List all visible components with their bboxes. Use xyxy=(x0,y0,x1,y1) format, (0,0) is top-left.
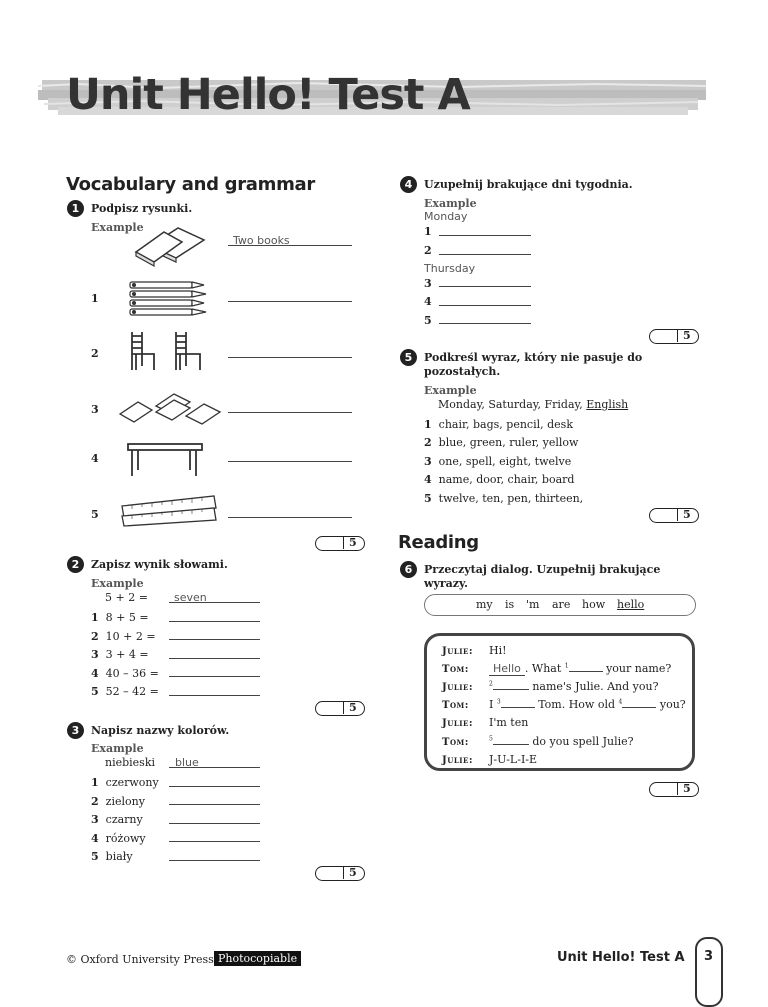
item-number: 1 xyxy=(91,611,99,624)
example-answer: Hello xyxy=(489,662,525,676)
dialog-text: Tom. How old xyxy=(538,698,616,711)
item-number: 5 xyxy=(424,314,432,327)
word-box-item: is xyxy=(505,598,515,611)
page-title: Unit Hello! Test A xyxy=(66,70,470,120)
speaker-tom: Tom: xyxy=(442,700,469,711)
item-number: 2 xyxy=(91,795,99,808)
copyright: © Oxford University Press xyxy=(66,953,214,966)
exercise-instruction: Podpisz rysunki. xyxy=(91,202,193,215)
gap-number: 4 xyxy=(618,698,623,706)
example-answer: English xyxy=(586,398,629,411)
score-box xyxy=(649,508,699,523)
section-heading-vocabulary: Vocabulary and grammar xyxy=(66,174,315,195)
item-number: 1 xyxy=(424,418,432,431)
item-number: 5 xyxy=(91,508,99,521)
colour-word: biały xyxy=(105,850,133,863)
item-number: 2 xyxy=(91,347,99,360)
score-value: 5 xyxy=(683,782,691,795)
gap-number: 2 xyxy=(489,680,493,688)
math-question: 8 + 5 = xyxy=(105,611,149,624)
word-list: one, spell, eight, twelve xyxy=(438,455,572,468)
answer-line xyxy=(439,323,531,324)
math-question: 52 – 42 = xyxy=(105,685,159,698)
word-box-item: how xyxy=(582,598,606,611)
example-answer: blue xyxy=(175,756,199,769)
item-number: 1 xyxy=(424,225,432,238)
item-number: 3 xyxy=(91,813,99,826)
item-number: 2 xyxy=(424,436,432,449)
example-label: Example xyxy=(91,577,144,590)
page-number-tab xyxy=(695,937,723,1007)
word-box-item: my xyxy=(476,598,493,611)
example-words: Monday, Saturday, Friday, xyxy=(438,398,583,411)
item-number: 1 xyxy=(91,776,99,789)
exercise-number: 6 xyxy=(400,561,417,578)
math-question: 10 + 2 = xyxy=(105,630,156,643)
score-value: 5 xyxy=(683,329,691,342)
answer-line xyxy=(228,412,352,413)
answer-line xyxy=(439,305,531,306)
dialog-text: your name? xyxy=(606,662,672,675)
exercise-number: 1 xyxy=(67,200,84,217)
item-number: 3 xyxy=(91,648,99,661)
exercise-instruction: wyrazy. xyxy=(424,577,468,590)
dialog-text: . What xyxy=(524,662,562,675)
word-list: twelve, ten, pen, thirteen, xyxy=(438,492,584,505)
speaker-julie: Julie: xyxy=(442,755,474,766)
item-number: 2 xyxy=(91,630,99,643)
answer-line xyxy=(169,823,260,824)
score-box xyxy=(315,536,365,551)
speaker-julie: Julie: xyxy=(442,682,474,693)
books-illustration xyxy=(130,222,212,268)
footer-unit-title: Unit Hello! Test A xyxy=(557,950,685,965)
exercise-number: 2 xyxy=(67,556,84,573)
dialog-line: J-U-L-I-E xyxy=(489,753,538,766)
speaker-julie: Julie: xyxy=(442,718,474,729)
answer-line xyxy=(228,301,352,302)
dialog-line: I'm ten xyxy=(489,716,529,729)
exercise-instruction: Zapisz wynik słowami. xyxy=(91,558,228,571)
answer-line xyxy=(169,658,260,659)
dialog-line: Hi! xyxy=(489,644,507,657)
photocopiable-badge: Photocopiable xyxy=(214,951,301,966)
item-number: 4 xyxy=(91,667,99,680)
gap-number: 3 xyxy=(496,698,501,706)
section-heading-reading: Reading xyxy=(398,532,479,553)
colour-word: zielony xyxy=(105,795,145,808)
score-box xyxy=(649,782,699,797)
answer-line xyxy=(169,676,260,677)
answer-line xyxy=(169,786,260,787)
word-list: blue, green, ruler, yellow xyxy=(438,436,579,449)
exercise-instruction: Podkreśl wyraz, który nie pasuje do xyxy=(424,351,643,364)
item-number: 3 xyxy=(424,455,432,468)
example-question: 5 + 2 = xyxy=(105,591,148,604)
score-box xyxy=(649,329,699,344)
answer-line xyxy=(228,517,352,518)
answer-line xyxy=(439,235,531,236)
item-number: 1 xyxy=(91,292,99,305)
exercise-instruction: Przeczytaj dialog. Uzupełnij brakujące xyxy=(424,563,661,576)
answer-line xyxy=(439,286,531,287)
math-question: 40 – 36 = xyxy=(105,667,159,680)
word-list: name, door, chair, board xyxy=(438,473,575,486)
speaker-tom: Tom: xyxy=(442,737,469,748)
table-illustration xyxy=(126,442,206,478)
answer-line xyxy=(169,841,260,842)
item-number: 5 xyxy=(424,492,432,505)
example-question: niebieski xyxy=(105,756,156,769)
item-number: 5 xyxy=(91,850,99,863)
colour-word: różowy xyxy=(105,832,146,845)
exercise-instruction: pozostałych. xyxy=(424,365,501,378)
rulers-illustration xyxy=(120,494,218,528)
math-question: 3 + 4 = xyxy=(105,648,149,661)
dialog-text: I xyxy=(489,698,494,711)
answer-line xyxy=(169,639,260,640)
example-label: Example xyxy=(424,197,477,210)
answer-line xyxy=(169,621,260,622)
score-value: 5 xyxy=(349,536,357,549)
example-label: Example xyxy=(424,384,477,397)
books-stack-illustration xyxy=(118,390,224,426)
item-number: 4 xyxy=(91,832,99,845)
answer-line xyxy=(228,357,352,358)
item-number: 3 xyxy=(424,277,432,290)
pencils-illustration xyxy=(128,280,210,318)
score-value: 5 xyxy=(349,701,357,714)
score-box xyxy=(315,701,365,716)
item-number: 2 xyxy=(424,244,432,257)
word-list: chair, bags, pencil, desk xyxy=(438,418,573,431)
answer-line xyxy=(228,461,352,462)
exercise-number: 5 xyxy=(400,349,417,366)
chairs-illustration xyxy=(128,330,212,372)
score-value: 5 xyxy=(349,866,357,879)
dialog-text: you? xyxy=(659,698,686,711)
answer-line xyxy=(169,767,260,768)
word-box-item-example: hello xyxy=(617,598,645,611)
gap-number: 1 xyxy=(564,662,569,670)
colour-word: czerwony xyxy=(105,776,159,789)
answer-line xyxy=(228,245,352,246)
item-number: 4 xyxy=(91,452,99,465)
dialog-text: name's Julie. And you? xyxy=(532,680,659,693)
score-box xyxy=(315,866,365,881)
colour-word: czarny xyxy=(105,813,143,826)
exercise-number: 3 xyxy=(67,722,84,739)
dialog-text: do you spell Julie? xyxy=(532,735,634,748)
item-number: 5 xyxy=(91,685,99,698)
given-day: Thursday xyxy=(424,262,476,275)
example-label: Example xyxy=(91,221,144,234)
example-answer: seven xyxy=(174,591,207,604)
exercise-instruction: Uzupełnij brakujące dni tygodnia. xyxy=(424,178,633,191)
answer-line xyxy=(169,804,260,805)
word-box-item: 'm xyxy=(526,598,540,611)
answer-line xyxy=(169,602,260,603)
answer-line xyxy=(169,695,260,696)
given-day: Monday xyxy=(424,210,468,223)
exercise-instruction: Napisz nazwy kolorów. xyxy=(91,724,230,737)
item-number: 3 xyxy=(91,403,99,416)
item-number: 4 xyxy=(424,295,432,308)
word-box-item: are xyxy=(552,598,571,611)
example-label: Example xyxy=(91,742,144,755)
page-number: 3 xyxy=(704,949,714,964)
item-number: 4 xyxy=(424,473,432,486)
exercise-number: 4 xyxy=(400,176,417,193)
speaker-julie: Julie: xyxy=(442,646,474,657)
answer-line xyxy=(439,254,531,255)
speaker-tom: Tom: xyxy=(442,664,469,675)
example-answer: Two books xyxy=(233,234,290,247)
gap-number: 5 xyxy=(489,735,493,743)
answer-line xyxy=(169,860,260,861)
score-value: 5 xyxy=(683,508,691,521)
